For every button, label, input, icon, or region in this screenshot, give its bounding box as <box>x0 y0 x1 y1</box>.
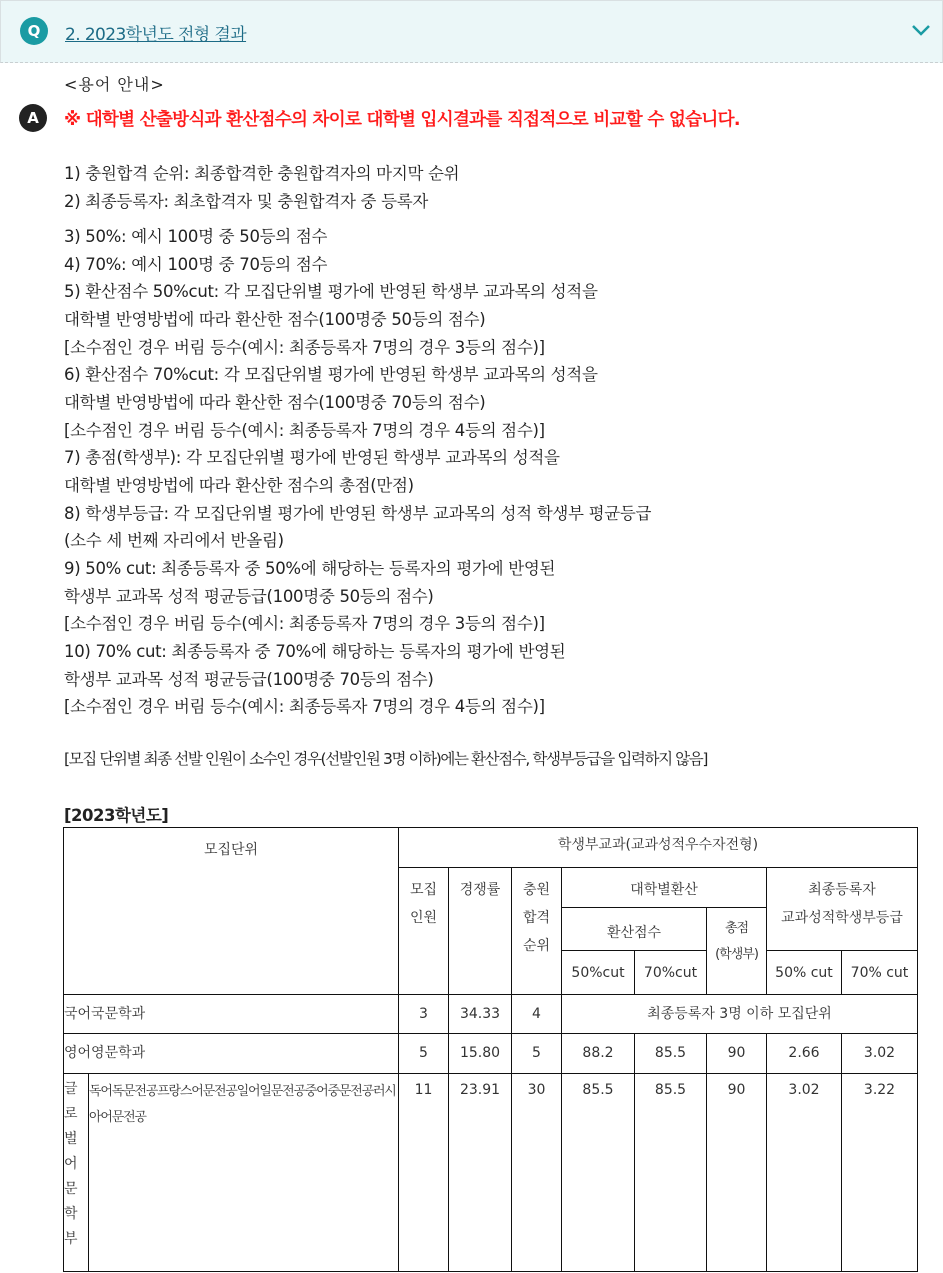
definition-line: [소수점인 경우 버림 등수(예시: 최종등록자 7명의 경우 3등의 점수)] <box>64 338 545 357</box>
definition-line: 4) 70%: 예시 100명 중 70등의 점수 <box>64 255 328 274</box>
definition-line: 1) 충원합격 순위: 최종합격한 충원합격자의 마지막 순위 <box>64 164 460 183</box>
header-total-line2: (학생부) <box>715 947 758 962</box>
cell-quota: 3 <box>399 995 449 1034</box>
warning-text: ※ 대학별 산출방식과 환산점수의 차이로 대학별 입시결과를 직접적으로 비교할 수 없습니다. <box>64 110 740 130</box>
header-unit: 모집단위 <box>64 828 399 995</box>
definition-line: 6) 환산점수 70%cut: 각 모집단위별 평가에 반영된 학생부 교과목의 성적을 <box>64 365 598 384</box>
guide-title: <용어 안내> <box>64 75 165 94</box>
header-final-registrants <box>767 868 918 951</box>
group-char: 부 <box>64 1231 78 1247</box>
definition-line: 학생부 교과목 성적 평균등급(100명중 50등의 점수) <box>64 587 434 606</box>
question-header[interactable] <box>0 0 943 63</box>
definition-line: 대학별 반영방법에 따라 환산한 점수(100명중 50등의 점수) <box>64 310 486 329</box>
definition-line: 3) 50%: 예시 100명 중 50등의 점수 <box>64 227 328 246</box>
cell-quota: 5 <box>399 1034 449 1074</box>
definition-line: [소수점인 경우 버림 등수(예시: 최종등록자 7명의 경우 3등의 점수)] <box>64 614 545 633</box>
header-total-line1: 총점 <box>724 921 749 936</box>
header-waitlist-line2: 합격 <box>522 910 551 926</box>
cell-group-name <box>64 1074 89 1272</box>
cell-conv-50: 85.5 <box>562 1074 635 1272</box>
cell-total: 90 <box>707 1034 767 1074</box>
question-title-link[interactable]: 2. 2023학년도 전형 결과 <box>65 25 247 45</box>
cell-waitlist: 5 <box>512 1034 562 1074</box>
cell-grade-70: 3.22 <box>842 1074 918 1272</box>
definition-line: 9) 50% cut: 최종등록자 중 50%에 해당하는 등록자의 평가에 반영된 <box>64 559 556 578</box>
cell-quota: 11 <box>399 1074 449 1272</box>
table-row <box>64 995 918 1034</box>
question-badge: Q <box>20 17 48 45</box>
definition-line: 5) 환산점수 50%cut: 각 모집단위별 평가에 반영된 학생부 교과목의 성적을 <box>64 282 598 301</box>
definition-line: 대학별 반영방법에 따라 환산한 점수(100명중 70등의 점수) <box>64 393 486 412</box>
answer-badge: A <box>19 104 47 132</box>
definition-line: [소수점인 경우 버림 등수(예시: 최종등록자 7명의 경우 4등의 점수)] <box>64 697 545 716</box>
cell-grade-50: 2.66 <box>767 1034 842 1074</box>
cell-merged-note: 최종등록자 3명 이하 모집단위 <box>562 995 918 1034</box>
cell-conv-70: 85.5 <box>635 1074 707 1272</box>
header-total <box>707 908 767 995</box>
cell-conv-50: 88.2 <box>562 1034 635 1074</box>
definition-line: (소수 세 번째 자리에서 반올림) <box>64 531 284 550</box>
header-grade-70: 70% cut <box>842 951 918 995</box>
header-final-line2: 교과성적학생부등급 <box>781 910 903 926</box>
header-waitlist-line1: 충원 <box>522 882 551 898</box>
cell-unit: 독어독문전공프랑스어문전공일어일문전공중어중문전공러시아어문전공 <box>89 1074 399 1272</box>
definition-line: 7) 총점(학생부): 각 모집단위별 평가에 반영된 학생부 교과목의 성적을 <box>64 448 560 467</box>
header-competition: 경쟁률 <box>449 868 512 995</box>
table-row <box>64 1074 918 1272</box>
group-char: 학 <box>64 1206 78 1222</box>
year-heading: [2023학년도] <box>64 806 169 825</box>
cell-grade-50: 3.02 <box>767 1074 842 1272</box>
definition-line: 대학별 반영방법에 따라 환산한 점수의 총점(만점) <box>64 476 414 495</box>
definition-line: 학생부 교과목 성적 평균등급(100명중 70등의 점수) <box>64 670 434 689</box>
group-char: 벌 <box>64 1131 78 1147</box>
header-conv-50: 50%cut <box>562 951 635 995</box>
cell-conv-70: 85.5 <box>635 1034 707 1074</box>
header-conv-score: 환산점수 <box>562 908 707 951</box>
definition-line: 2) 최종등록자: 최초합격자 및 충원합격자 중 등록자 <box>64 192 429 211</box>
cell-unit: 국어국문학과 <box>64 995 399 1034</box>
header-quota-line1: 모집 <box>409 882 438 898</box>
group-char: 문 <box>64 1181 78 1197</box>
header-waitlist <box>512 868 562 995</box>
header-grade-50: 50% cut <box>767 951 842 995</box>
header-track: 학생부교과(교과성적우수자전형) <box>399 828 918 868</box>
definition-line: 10) 70% cut: 최종등록자 중 70%에 해당하는 등록자의 평가에 반영된 <box>64 642 566 661</box>
group-char: 글 <box>64 1081 78 1097</box>
chevron-down-icon[interactable] <box>911 23 931 37</box>
definition-line: 8) 학생부등급: 각 모집단위별 평가에 반영된 학생부 교과목의 성적 학생부 평균등급 <box>64 504 652 523</box>
header-quota-line2: 인원 <box>409 910 438 926</box>
header-conv-70: 70%cut <box>635 951 707 995</box>
header-waitlist-line3: 순위 <box>522 938 551 954</box>
cell-total: 90 <box>707 1074 767 1272</box>
group-char: 로 <box>64 1106 78 1122</box>
cell-competition: 23.91 <box>449 1074 512 1272</box>
definition-line: [소수점인 경우 버림 등수(예시: 최종등록자 7명의 경우 4등의 점수)] <box>64 421 545 440</box>
cell-waitlist: 4 <box>512 995 562 1034</box>
header-univ-conversion: 대학별환산 <box>562 868 767 908</box>
table-row <box>64 1034 918 1074</box>
cell-waitlist: 30 <box>512 1074 562 1272</box>
cell-unit: 영어영문학과 <box>64 1034 399 1074</box>
cell-competition: 15.80 <box>449 1034 512 1074</box>
cell-competition: 34.33 <box>449 995 512 1034</box>
note-text: [모집 단위별 최종 선발 인원이 소수인 경우(선발인원 3명 이하)에는 환산점수, 학생부등급을 입력하지 않음] <box>64 750 707 768</box>
header-final-line1: 최종등록자 <box>808 882 876 898</box>
cell-grade-70: 3.02 <box>842 1034 918 1074</box>
results-table <box>63 827 918 1272</box>
header-quota <box>399 868 449 995</box>
group-char: 어 <box>64 1156 78 1172</box>
